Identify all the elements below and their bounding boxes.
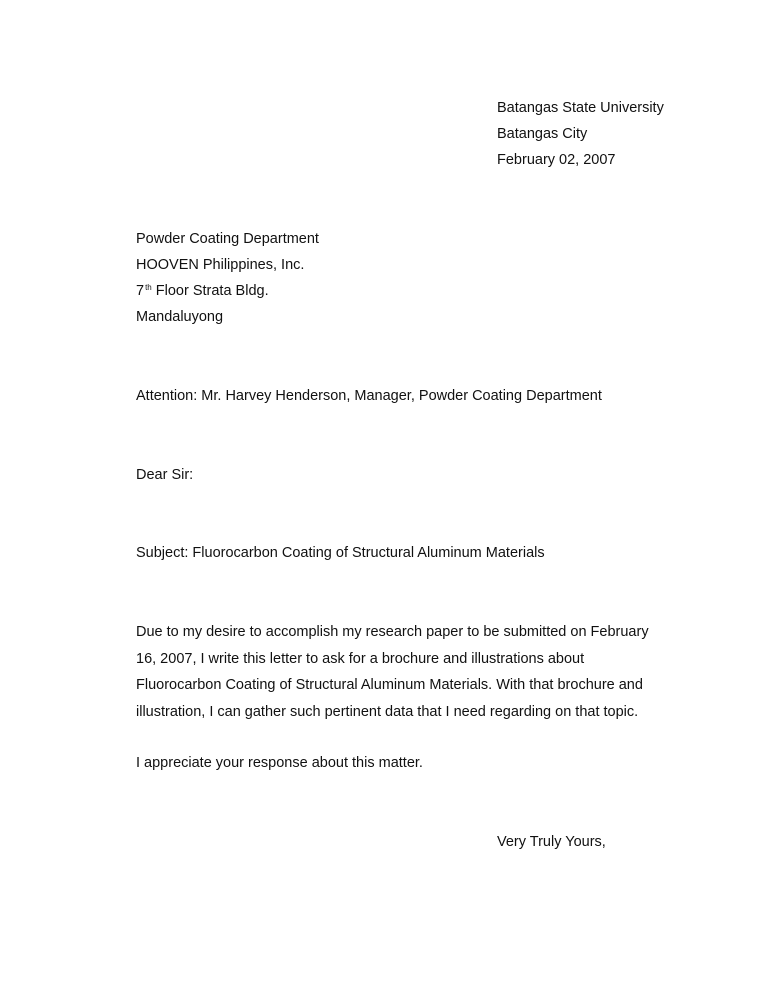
salutation: Dear Sir: bbox=[136, 467, 194, 483]
recipient-company: HOOVEN Philippines, Inc. bbox=[136, 257, 305, 273]
floor-number: 7 bbox=[136, 283, 145, 299]
recipient-department: Powder Coating Department bbox=[136, 231, 319, 247]
sender-address bbox=[497, 99, 664, 177]
closing-text: Very Truly Yours, bbox=[497, 834, 606, 850]
body-line: illustration, I can gather such pertinent data that I need regarding on that topic. bbox=[136, 703, 639, 720]
recipient-floor bbox=[136, 282, 319, 308]
body-paragraph bbox=[136, 623, 649, 729]
sender-city: Batangas City bbox=[497, 126, 588, 142]
letter-date: February 02, 2007 bbox=[497, 152, 616, 168]
body-line: Due to my desire to accomplish my research paper to be submitted on February bbox=[136, 624, 649, 640]
floor-ordinal-suffix: th bbox=[145, 283, 152, 292]
subject-line: Subject: Fluorocarbon Coating of Structural Aluminum Materials bbox=[136, 545, 545, 561]
appreciation-line: I appreciate your response about this matter. bbox=[136, 755, 423, 771]
body-line: 16, 2007, I write this letter to ask for a brochure and illustrations about bbox=[136, 650, 585, 667]
sender-org: Batangas State University bbox=[497, 100, 664, 116]
complimentary-close bbox=[497, 833, 606, 851]
body-line: Fluorocarbon Coating of Structural Aluminum Materials. With that brochure and bbox=[136, 677, 643, 694]
floor-building: Floor Strata Bldg. bbox=[151, 283, 269, 299]
attention-line: Attention: Mr. Harvey Henderson, Manager, Powder Coating Department bbox=[136, 388, 602, 404]
recipient-address bbox=[136, 230, 319, 334]
recipient-city: Mandaluyong bbox=[136, 309, 224, 325]
